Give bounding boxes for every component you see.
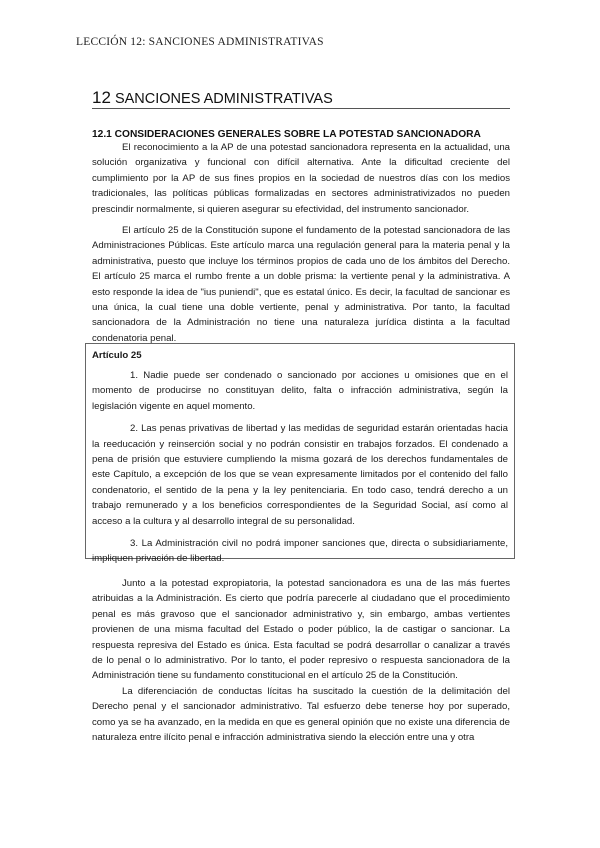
paragraph-2: El artículo 25 de la Constitución supone el fundamento de la potestad sancionadora de las Administraciones Públicas. Este artículo marca una regulación general para la materia penal y la administrativa, puesto que incluye los términos propios de cada uno de los ámbitos del Derecho. El artículo 25 marca el rumbo frente a un doble prisma: la vertiente penal y la administrativa. A esto responde la idea de "ius puniendi", que es estatal único. Es decir, la facultad de sancionar es una única, la cual tiene una doble vertiente, penal y administrativa. Por tanto, la facultad sancionadora de la Administración no tiene una naturaleza jurídica distinta a la facultad condenatoria penal. [92,225,510,344]
chapter-heading [92,88,333,108]
article-item-1: 1. Nadie puede ser condenado o sancionado por acciones u omisiones que en el momento de producirse no constituyan delito, falta o infracción administrativa, según la legislación vigente en aquel momento. [92,370,508,412]
heading-divider [92,108,510,109]
article-item-2: 2. Las penas privativas de libertad y las medidas de seguridad estarán orientadas hacia la reeducación y reinserción social y no podrán consistir en trabajos forzados. El condenado a pena de prisión que estuviere cumpliendo la misma gozará de los derechos fundamentales de este Capítulo, a excepción de los que se vean expresamente limitados por el contenido del fallo condenatorio, el sentido de la pena y la ley penitenciaria. En todo caso, tendrá derecho a un trabajo remunerado y a los beneficios correspondientes de la Seguridad Social, así como al acceso a la cultura y al desarrollo integral de su personalidad. [92,423,508,527]
article-title: Artículo 25 [92,350,142,361]
article-item-3: 3. La Administración civil no podrá imponer sanciones que, directa o subsidiariamente, impliquen privación de libertad. [92,538,508,565]
section-heading: 12.1 CONSIDERACIONES GENERALES SOBRE LA POTESTAD SANCIONADORA [92,129,481,140]
chapter-title: SANCIONES ADMINISTRATIVAS [114,91,333,107]
article-25-box [85,343,515,565]
paragraph-3: Junto a la potestad expropiatoria, la potestad sancionadora es una de las más fuertes atribuidas a la Administración. Es cierto que podría parecerle al ciudadano que el procedimiento penal es más gravoso que el sancionador administrativo y, sin embargo, ambas vertientes provienen de una misma facultad del Estado o poder público, la de castigar o sancionar. La respuesta represiva del Estado es única. Esta facultad se podrá desarrollar o canalizar a través de lo penal o lo administrativo. Por lo tanto, el poder represivo o respuesta sancionadora de la Administración tiene su fundamento constitucional en el artículo 25 de la Constitución. [92,578,510,682]
page-header: LECCIÓN 12: SANCIONES ADMINISTRATIVAS [76,36,324,48]
paragraph-1: El reconocimiento a la AP de una potestad sancionadora representa en la actualidad, una solución organizativa y funcional con difícil alternativa. Ante la dificultad creciente del cumplimiento por la AP de sus fines propios en la sociedad de nuestros días con los medios tradicionales, las políticas públicas formalizadas en sectores administrativizados no pueden prescindir normalmente, si quieren asegurar su efectividad, del instrumento sancionador. [92,142,510,215]
paragraph-4: La diferenciación de conductas lícitas ha suscitado la cuestión de la delimitación del Derecho penal y el sancionador administrativo. Tal esfuerzo debe tenerse hoy por superado, como ya se ha avanzado, en la medida en que es general opinión que no existe una diferencia de naturaleza entre ilícito penal e infracción administrativa siendo la elección entre una y otra [92,686,510,744]
chapter-number: 12 [92,88,111,107]
